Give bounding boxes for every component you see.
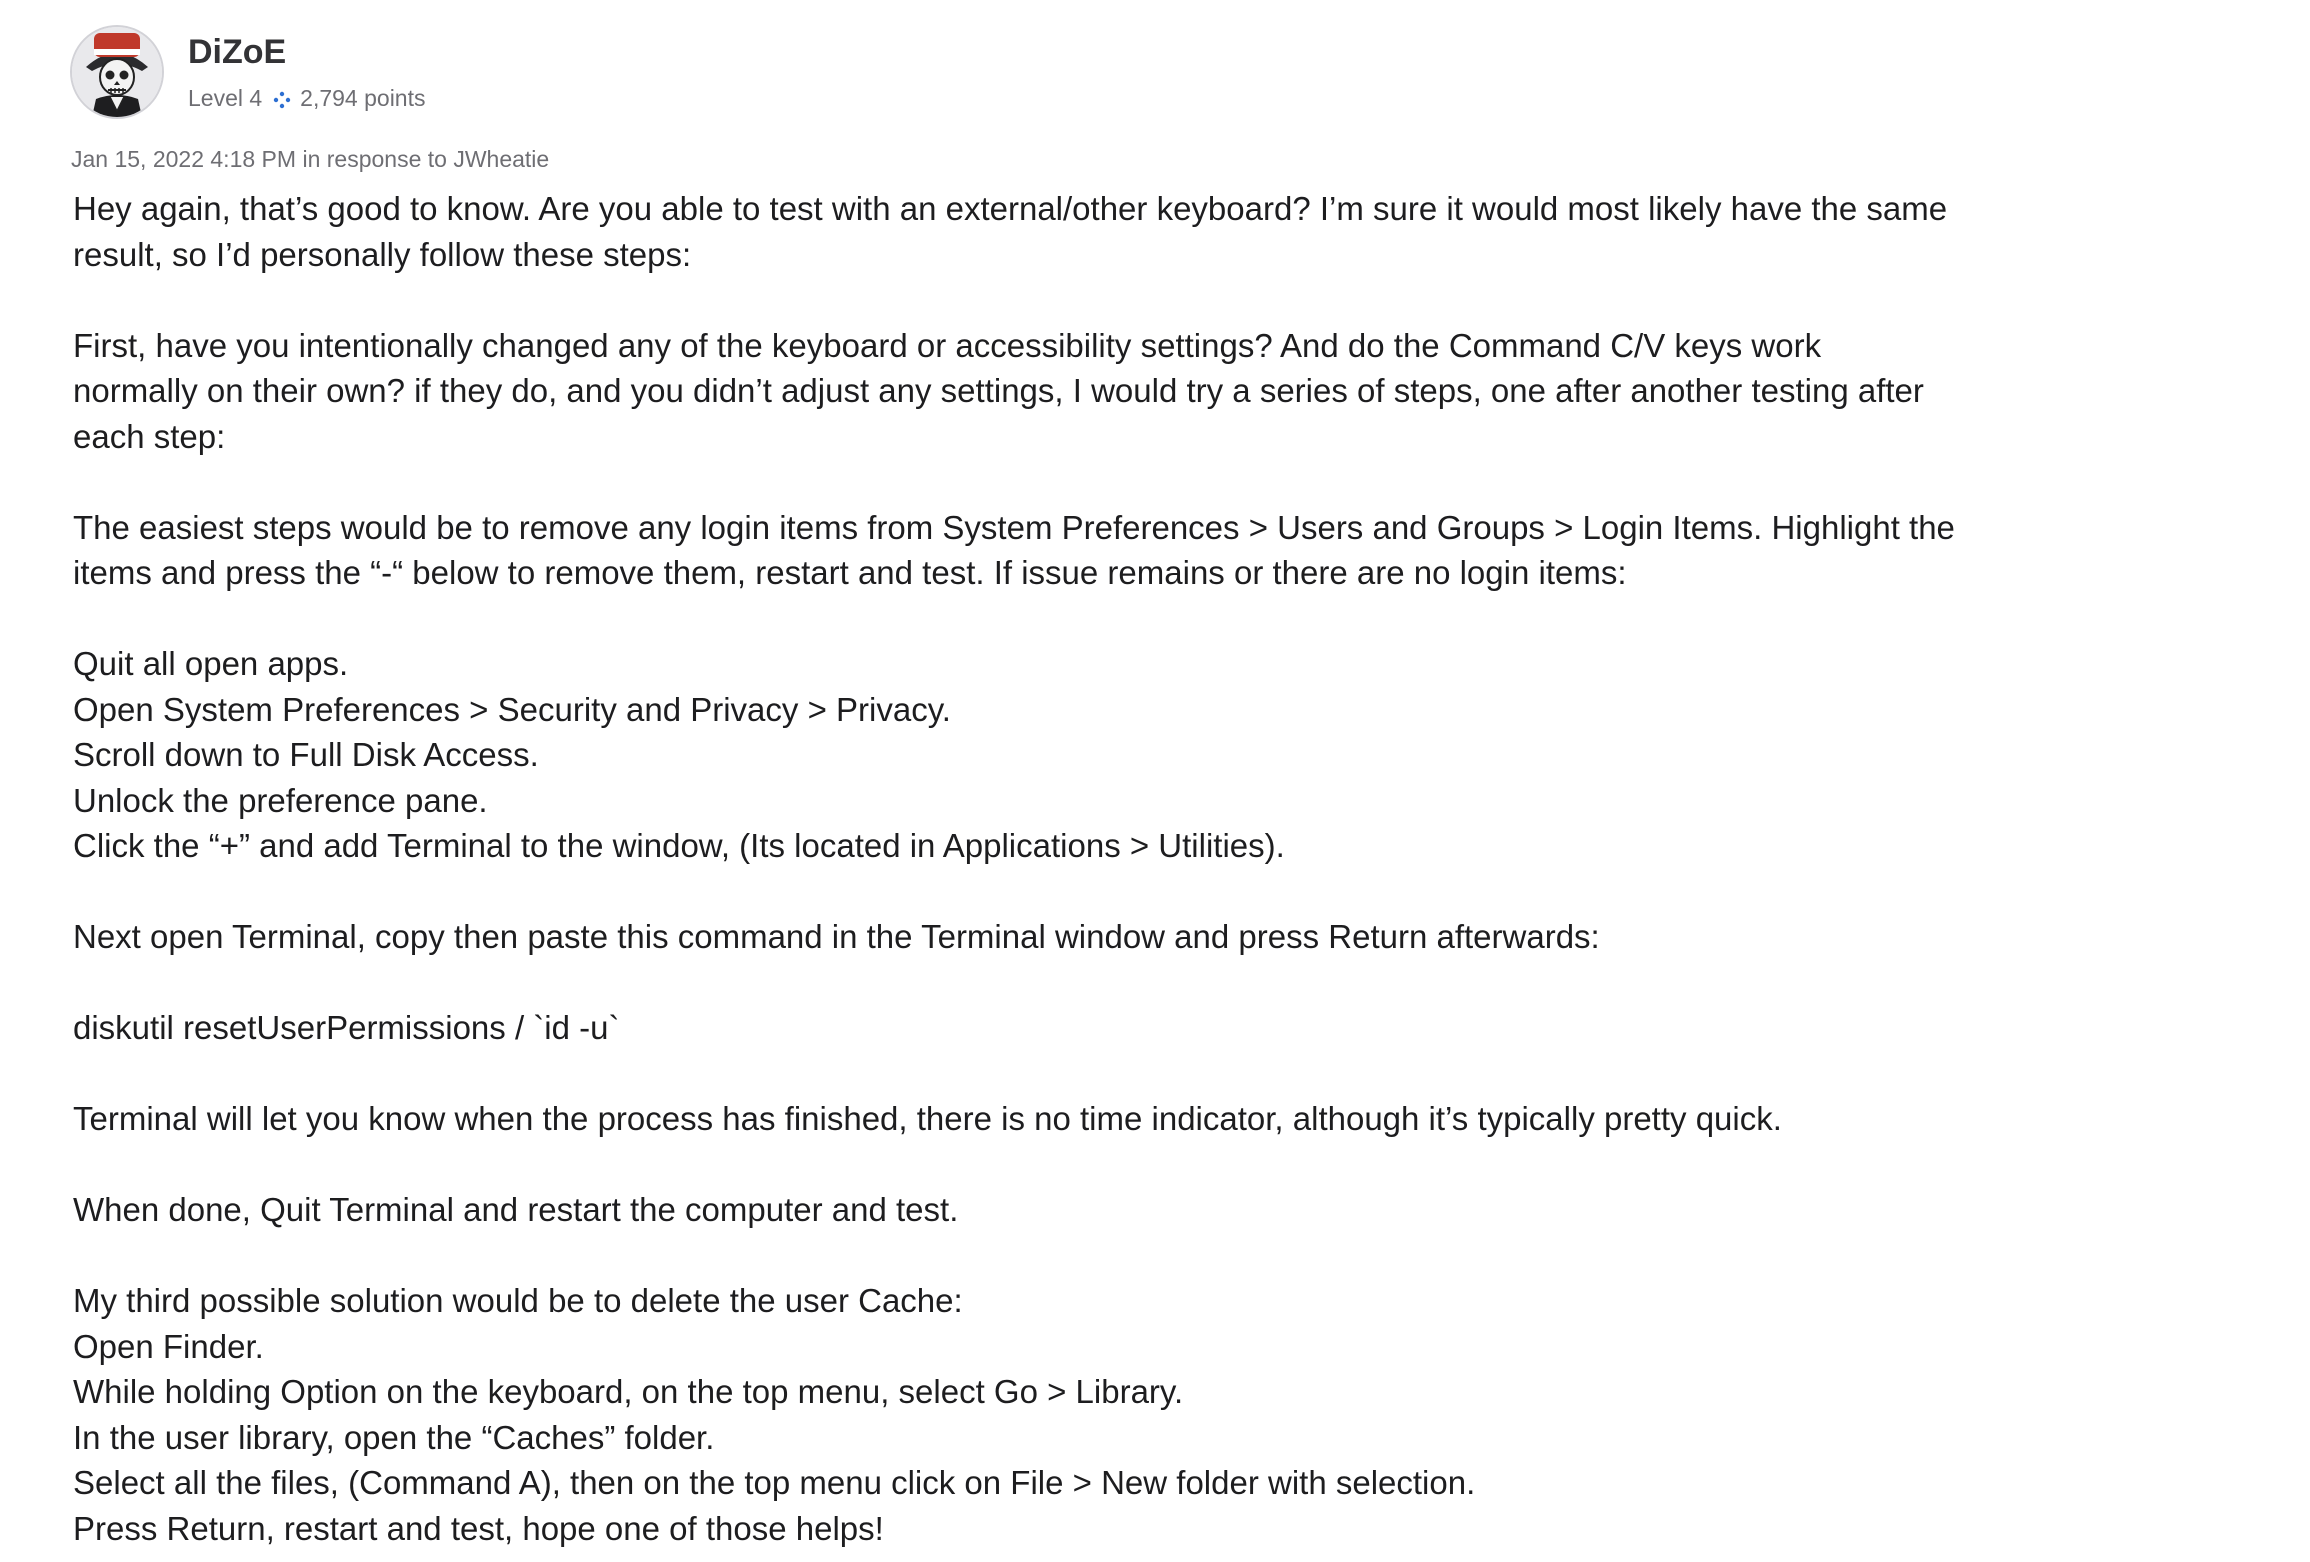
text-line: Unlock the preference pane. — [73, 781, 488, 819]
text-line: Open System Preferences > Security and Privacy > Privacy. — [73, 690, 951, 728]
author-meta — [188, 84, 426, 112]
author-level: Level 4 — [188, 85, 263, 111]
paragraph — [73, 1187, 2073, 1233]
command-line: diskutil resetUserPermissions / `id -u` — [73, 1009, 620, 1046]
paragraph — [73, 186, 2073, 277]
author-name[interactable]: DiZoE — [188, 33, 287, 71]
text-line: First, have you intentionally changed any of the keyboard or accessibility settings? And do the Command C/V keys work — [73, 326, 1822, 364]
paragraph — [73, 1096, 2073, 1142]
post-meta — [71, 144, 549, 174]
text-line: items and press the “-“ below to remove them, restart and test. If issue remains or there are no login items: — [73, 554, 1627, 591]
skeleton-avatar-icon — [72, 27, 162, 117]
paragraph — [73, 1278, 2073, 1551]
text-line: Terminal will let you know when the process has finished, there is no time indicator, although it’s typically pretty quick. — [73, 1100, 1782, 1137]
text-line: The easiest steps would be to remove any login items from System Preferences > Users and Groups > Login Items. Highlight the — [73, 508, 1955, 546]
text-line: each step: — [73, 417, 226, 455]
text-line: Press Return, restart and test, hope one of those helps! — [73, 1509, 884, 1547]
text-line: While holding Option on the keyboard, on the top menu, select Go > Library. — [73, 1373, 1184, 1410]
text-line: Next open Terminal, copy then paste this command in the Terminal window and press Return afterwards: — [73, 918, 1600, 955]
dotted-diamond-icon — [272, 88, 292, 108]
author-info — [188, 32, 426, 112]
author-points: 2,794 points — [300, 85, 426, 111]
text-line: result, so I’d personally follow these steps: — [73, 235, 692, 273]
text-line: Click the “+” and add Terminal to the window, (Its located in Applications > Utilities). — [73, 827, 1285, 864]
in-response-to-user-link[interactable]: JWheatie — [453, 146, 550, 172]
paragraph — [73, 641, 2073, 869]
post-body — [73, 186, 2073, 1551]
avatar[interactable] — [70, 25, 164, 119]
text-line: Open Finder. — [73, 1327, 264, 1365]
text-line: Hey again, that’s good to know. Are you able to test with an external/other keyboard? I’m sure it would most likely have the same — [73, 190, 1948, 227]
text-line: My third possible solution would be to delete the user Cache: — [73, 1282, 963, 1319]
text-line: In the user library, open the “Caches” folder. — [73, 1418, 715, 1456]
text-line: normally on their own? if they do, and you didn’t adjust any settings, I would try a series of steps, one after another testing after — [73, 372, 1924, 409]
text-line: Scroll down to Full Disk Access. — [73, 736, 539, 773]
in-response-to-prefix: in response to — [302, 146, 447, 172]
paragraph — [73, 505, 2073, 596]
text-line: Select all the files, (Command A), then on the top menu click on File > New folder with selection. — [73, 1464, 1476, 1501]
post-author — [70, 24, 426, 120]
paragraph — [73, 1005, 2073, 1051]
text-line: Quit all open apps. — [73, 645, 349, 682]
post-date[interactable]: Jan 15, 2022 4:18 PM — [71, 146, 297, 172]
paragraph — [73, 323, 2073, 460]
text-line: When done, Quit Terminal and restart the computer and test. — [73, 1191, 959, 1228]
paragraph — [73, 914, 2073, 960]
